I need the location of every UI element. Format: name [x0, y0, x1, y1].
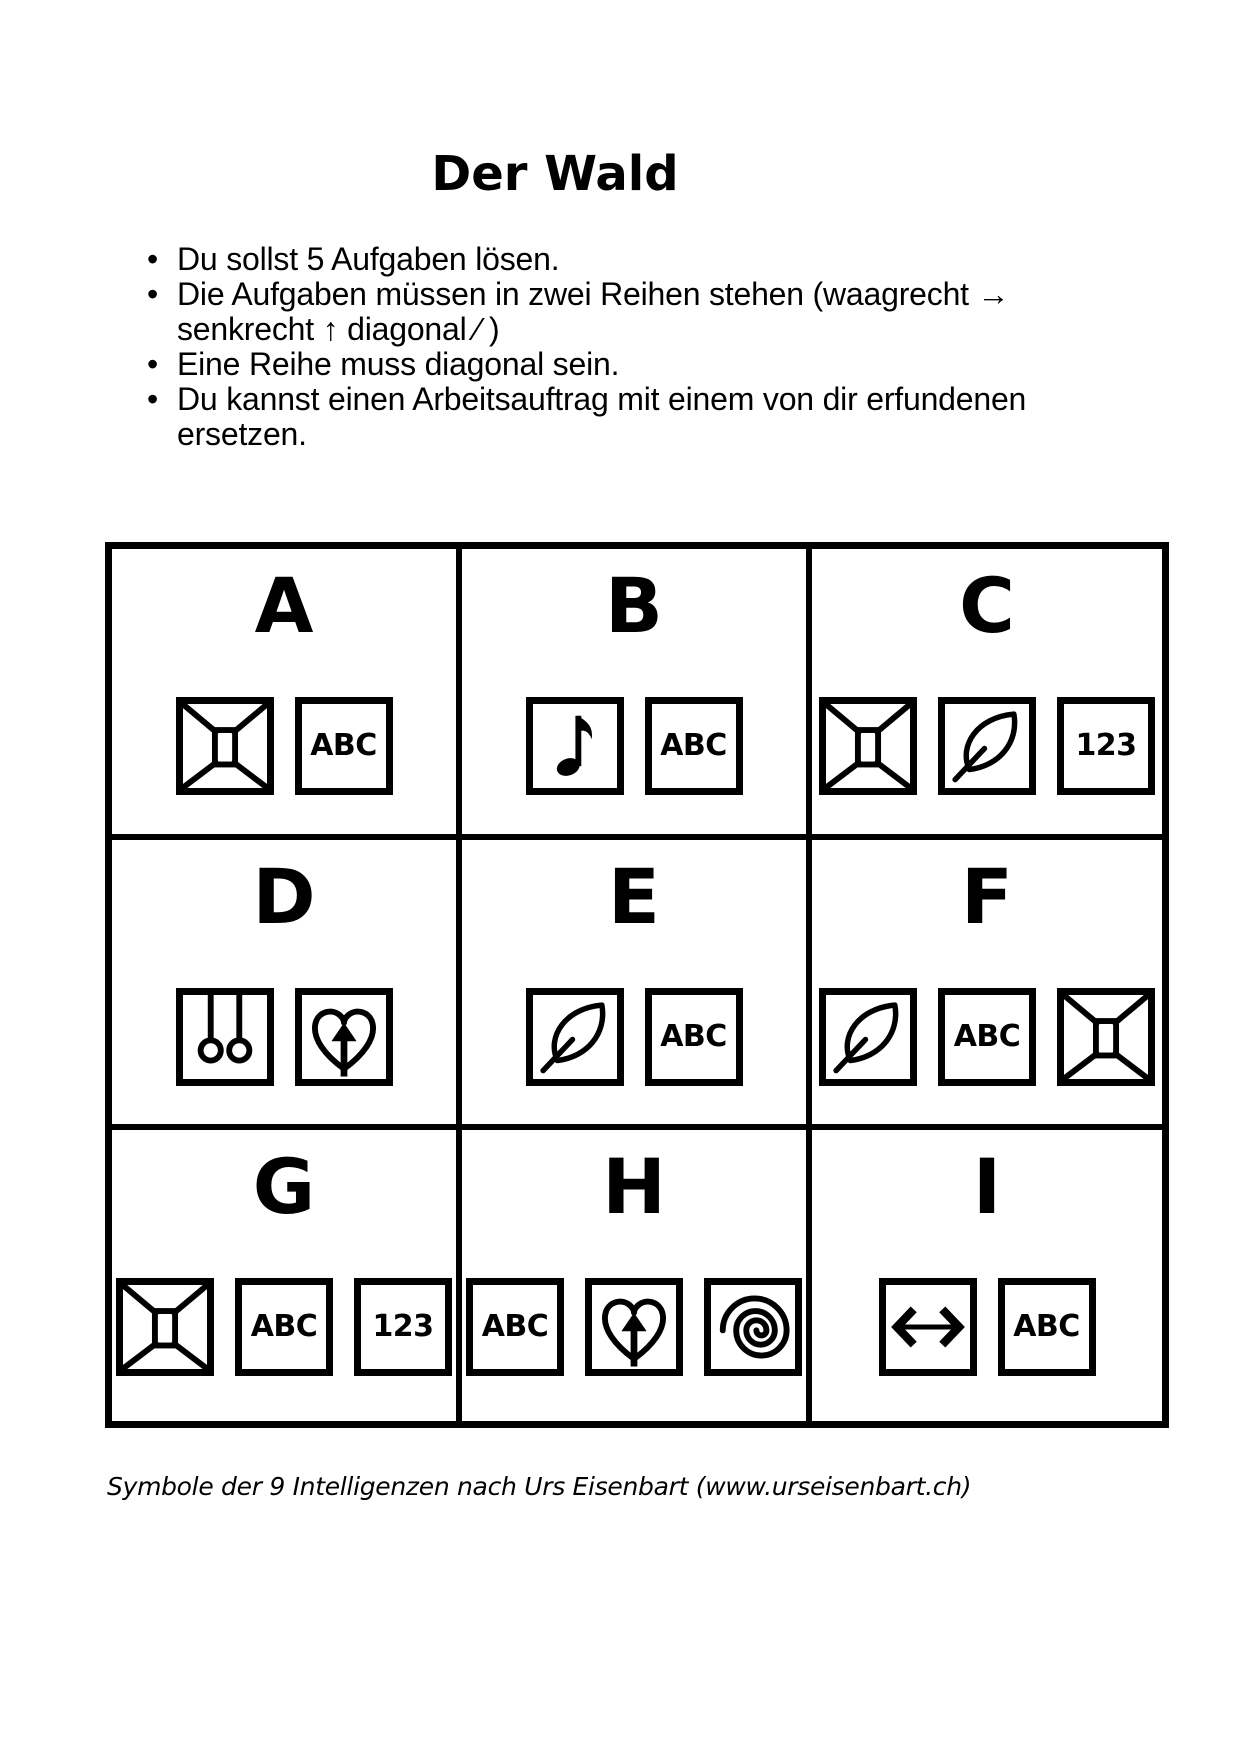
- abc-label: ABC: [481, 1309, 549, 1345]
- icon-row: [812, 1278, 1162, 1376]
- cell-letter: D: [252, 851, 316, 941]
- grid-cell-c: [812, 549, 1162, 840]
- cell-letter: A: [254, 561, 314, 650]
- spatial-icon: [819, 697, 917, 795]
- icon-row: [462, 1278, 806, 1376]
- intelligence-grid: [105, 542, 1169, 1428]
- numbers-label: 123: [1075, 728, 1137, 763]
- cell-letter: C: [959, 561, 1015, 650]
- bullet-marker: •: [147, 346, 159, 382]
- grid-cell-h: [462, 1130, 812, 1421]
- grid-cell-b: [462, 549, 812, 840]
- list-item-text: Du kannst einen Arbeitsauftrag mit einem von dir erfundenen: [177, 381, 1027, 417]
- bullet-marker: •: [147, 241, 159, 277]
- spatial-icon: [116, 1278, 214, 1376]
- double-arrow-icon: [879, 1278, 977, 1376]
- list-item: [147, 277, 1107, 312]
- abc-icon: [466, 1278, 564, 1376]
- music-note-icon: [526, 697, 624, 795]
- abc-label: ABC: [660, 728, 727, 763]
- leaf-icon: [938, 697, 1036, 795]
- abc-label: ABC: [250, 1309, 318, 1345]
- abc-icon: [295, 697, 393, 795]
- icon-row: [812, 988, 1162, 1086]
- grid-cell-g: [112, 1130, 462, 1421]
- bullet-marker: •: [147, 276, 159, 312]
- list-item-text: Eine Reihe muss diagonal sein.: [177, 346, 620, 382]
- grid-cell-f: [812, 840, 1162, 1131]
- icon-row: [112, 697, 456, 795]
- leaf-icon: [819, 988, 917, 1086]
- icon-row: [812, 697, 1162, 795]
- list-item-text: Die Aufgaben müssen in zwei Reihen stehen (waagrecht →: [177, 276, 1010, 312]
- list-item-continuation: [147, 312, 1107, 347]
- abc-icon: [938, 988, 1036, 1086]
- rings-icon: [176, 988, 274, 1086]
- grid-cell-e: [462, 840, 812, 1131]
- abc-label: ABC: [1013, 1309, 1080, 1345]
- bullet-marker: •: [147, 381, 159, 417]
- abc-label: ABC: [953, 1018, 1021, 1054]
- abc-icon: [235, 1278, 333, 1376]
- abc-icon: [645, 988, 743, 1086]
- grid-cell-d: [112, 840, 462, 1131]
- page-title: Der Wald: [431, 146, 679, 202]
- abc-label: ABC: [310, 728, 377, 763]
- leaf-icon: [526, 988, 624, 1086]
- grid-cell-i: [812, 1130, 1162, 1421]
- icon-row: [112, 1278, 456, 1376]
- cell-letter: I: [972, 1142, 1002, 1232]
- numbers-icon: [354, 1278, 452, 1376]
- spatial-icon: [176, 697, 274, 795]
- list-item-text: Du sollst 5 Aufgaben lösen.: [177, 241, 560, 277]
- cell-letter: H: [602, 1142, 666, 1232]
- cell-letter: E: [608, 851, 660, 941]
- list-item: [147, 347, 1107, 382]
- icon-row: [112, 988, 456, 1086]
- list-item-text: ersetzen.: [177, 416, 307, 452]
- icon-row: [462, 697, 806, 795]
- icon-row: [462, 988, 806, 1086]
- numbers-icon: [1057, 697, 1155, 795]
- cell-letter: F: [961, 851, 1013, 941]
- grid-cell-a: [112, 549, 462, 840]
- instruction-list: [147, 242, 1107, 452]
- bullet-spacer: [147, 312, 177, 347]
- numbers-label: 123: [372, 1309, 434, 1345]
- abc-icon: [998, 1278, 1096, 1376]
- list-item: [147, 382, 1107, 417]
- list-item-text: senkrecht ↑ diagonal ∕ ): [177, 311, 500, 347]
- source-caption: Symbole der 9 Intelligenzen nach Urs Eisenbart (www.urseisenbart.ch): [107, 1472, 972, 1501]
- abc-label: ABC: [660, 1018, 727, 1054]
- bullet-spacer: [147, 417, 177, 452]
- cell-letter: B: [605, 561, 663, 650]
- spatial-icon: [1057, 988, 1155, 1086]
- cell-letter: G: [252, 1142, 316, 1232]
- heart-arrow-icon: [295, 988, 393, 1086]
- list-item-continuation: [147, 417, 1107, 452]
- heart-arrow-icon: [585, 1278, 683, 1376]
- abc-icon: [645, 697, 743, 795]
- spiral-icon: [704, 1278, 802, 1376]
- list-item: [147, 242, 1107, 277]
